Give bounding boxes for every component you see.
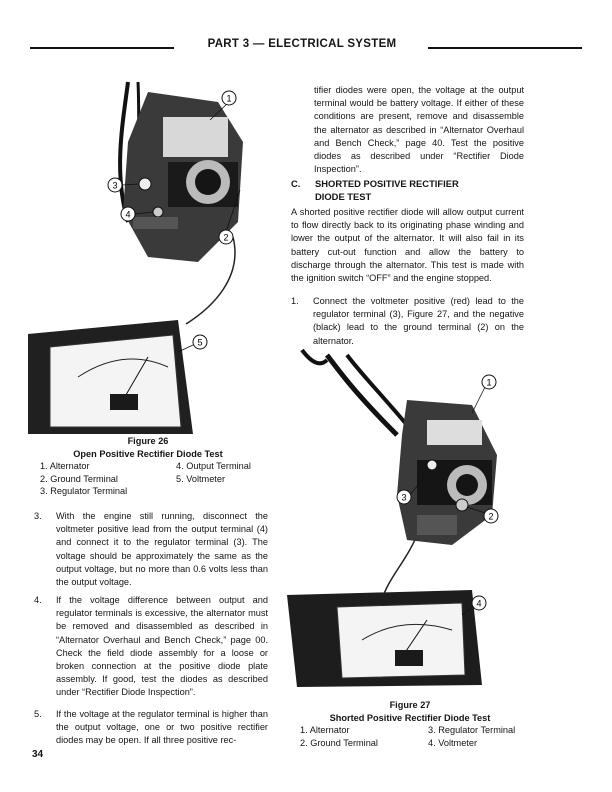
figure-27-callout-2: 2 (488, 511, 494, 522)
step-number: 4. (34, 595, 42, 605)
figure-26-title: Figure 26 (127, 436, 169, 446)
figure-26-item: 4. Output Terminal (176, 461, 251, 471)
figure-27-title: Figure 27 (389, 700, 431, 710)
figure-27-callout-4: 4 (476, 598, 482, 609)
step-number: 5. (34, 709, 42, 719)
figure-26-item: 3. Regulator Terminal (40, 486, 128, 496)
figure-27-item: 2. Ground Terminal (300, 737, 378, 748)
figure-26-caption (28, 435, 268, 498)
figure-27-callout-1: 1 (486, 377, 492, 388)
step-text: If the voltage difference between output and regulator terminals is excessive, the alternator must be removed and disassembled as described in “Alternator Overhaul and Bench Check,” page 00. Check the field diode assembly for a loose or broken connection at the positive diode plate assembly. If good, test the diodes as described under “Rectifier Diode Inspection”. (56, 595, 268, 698)
figure-26-subtitle: Open Positive Rectifier Diode Test (73, 448, 223, 459)
step-text: Connect the voltmeter positive (red) lead to the regulator terminal (3), Figure 27, and the negative (black) lead to the ground terminal (2) on the alternator. (313, 296, 524, 346)
figure-26-callout-2: 2 (223, 232, 229, 243)
section-letter: C. (291, 178, 301, 189)
figure-26-item: 2. Ground Terminal (40, 473, 118, 484)
step-number: 3. (34, 511, 42, 521)
header-rule-left (30, 47, 174, 49)
step-1 (291, 295, 524, 351)
page-number: 34 (32, 749, 44, 760)
page-header (30, 38, 582, 58)
step-4 (34, 594, 268, 698)
figure-27-illustration (287, 345, 527, 697)
section-title-line-2: DIODE TEST (315, 190, 372, 202)
step-5 (34, 708, 268, 746)
figure-27-callout-3: 3 (401, 492, 407, 503)
figure-27-item: 3. Regulator Terminal (428, 725, 516, 735)
figure-27-item: 1. Alternator (300, 725, 350, 735)
step-text: With the engine still running, disconnect the voltmeter positive lead from the output terminal (4) and connect it to the regulator terminal (3). The voltage should be approximately the same as the output voltage, but no more than 0.6 volts less than the output voltage. (56, 511, 268, 588)
step-3 (34, 510, 268, 588)
page-title: PART 3 — ELECTRICAL SYSTEM (207, 38, 397, 50)
figure-27-subtitle: Shorted Positive Rectifier Diode Test (329, 712, 491, 723)
step-number: 1. (291, 296, 299, 306)
continued-paragraph: tifier diodes were open, the voltage at the output terminal would be battery voltage. If either of these conditions are present, remove and disassemble the alternator as described in “Alternator Overhaul and Bench Check,” page 40. Test the positive diodes as described under “Rectifier Diode Inspection”. (314, 85, 524, 175)
figure-26-callout-1: 1 (226, 93, 232, 104)
header-rule-right (428, 47, 582, 49)
step-text: If the voltage at the regulator terminal is higher than the output voltage, one or two positive rectifier diodes may be open. If all three positive rec- (56, 709, 268, 746)
figure-27-item: 4. Voltmeter (428, 737, 478, 748)
section-title-line-1: SHORTED POSITIVE RECTIFIER (315, 178, 459, 189)
figure-26-callout-5: 5 (197, 337, 203, 348)
figure-26-item: 1. Alternator (40, 461, 90, 471)
figure-27-caption (290, 699, 530, 749)
figure-26-item: 5. Voltmeter (176, 473, 226, 484)
figure-26-illustration (28, 62, 278, 434)
section-c-intro: A shorted positive rectifier diode will allow output current to flow directly back to its originating phase winding and lower the output of the alternator. It will also fail in its battery cut-out function and allow the battery to discharge through the alternator. This test is made with the ignition switch “OFF” and the engine stopped. (291, 207, 524, 284)
figure-26-callout-4: 4 (125, 209, 131, 220)
figure-26-callout-3: 3 (112, 180, 118, 191)
